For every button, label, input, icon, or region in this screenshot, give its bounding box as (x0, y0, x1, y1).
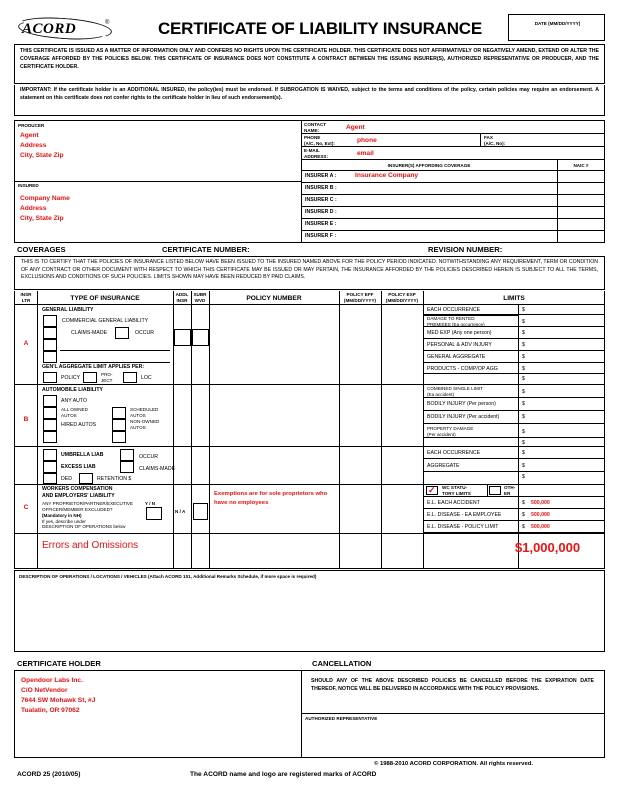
coverages-label: COVERAGES (17, 245, 66, 254)
gl-loc-checkbox[interactable] (123, 372, 137, 383)
wc-other-label-line1: OTH- (504, 485, 516, 490)
gl-limit-row-7[interactable] (423, 374, 605, 384)
gl-claims-made-checkbox[interactable] (43, 327, 57, 339)
addl-header-line2: INSR (176, 298, 188, 303)
contact-name-row[interactable] (301, 120, 605, 134)
auto-limit-row-3[interactable] (423, 411, 605, 424)
wc-yn-checkbox[interactable] (146, 507, 162, 520)
wc-limit-row-2[interactable] (423, 509, 605, 521)
auto-limit-dollar-4: $ (522, 429, 525, 435)
insured-box[interactable] (14, 181, 302, 243)
wc-title-line2: AND EMPLOYERS' LIABILITY (42, 493, 115, 499)
fax-label-line2: (A/C, No): (484, 141, 506, 146)
wc-limit-value-2: 500,000 (531, 512, 550, 518)
phone-label-line1: PHONE (304, 135, 321, 140)
insurer-c-label: INSURER C : (305, 197, 337, 203)
email-label-line1: E-MAIL (304, 148, 320, 153)
producer-label: PRODUCER (18, 123, 45, 128)
insurer-e-label: INSURER E : (305, 221, 337, 227)
insurer-b-naic-divider (557, 182, 558, 194)
insr-ltr-header-line2: LTR (21, 298, 31, 303)
certify-text: THIS IS TO CERTIFY THAT THE POLICIES OF INSURANCE LISTED BELOW HAVE BEEN ISSUED TO THE INSURED NAMED ABOVE FOR THE POLICY PERIOD INDICATED. NOTWITHSTANDING ANY REQUIREMENT, TERM OR CONDITION OF ANY CONTRACT OR OTHER DOCUMENT WITH RESPECT TO WHICH THIS CERTIFICATE MAY BE ISSUED OR MAY PERTAIN, THE INSURANCE AFFORDED BY THE POLICIES DESCRIBED HEREIN IS SUBJECT TO ALL THE TERMS, EXCLUSIONS AND CONDITIONS OF SUCH POLICIES. LIMITS SHOWN MAY HAVE BEEN REDUCED BY PAID CLAIMS. (21, 259, 598, 281)
wc-limit-value-3: 500,000 (531, 524, 550, 530)
insurer-f-label: INSURER F : (305, 233, 337, 239)
wc-question-line2: OFFICER/MEMBER EXCLUDED? (42, 507, 113, 512)
disclaimer-main-box (14, 44, 605, 84)
umbrella-limit-row-1[interactable] (423, 446, 605, 459)
naic-header-label: NAIC # (573, 163, 589, 168)
policy-table-body (14, 304, 605, 569)
insured-line-1: Company Name (20, 195, 70, 202)
excess-lab-label: EXCESS LIAB (61, 464, 96, 470)
auto-scheduled-label-line2: AUTOS (130, 413, 146, 418)
umbrella-retention-checkbox[interactable] (79, 473, 93, 484)
gl-limit-label-4: PERSONAL & ADV INJURY (427, 342, 492, 348)
cancellation-text-box (301, 670, 605, 714)
auto-hired-autos-label: HIRED AUTOS (61, 422, 97, 428)
auto-all-owned-label-line2: AUTOS (61, 413, 77, 418)
wc-yn-label: Y / N (145, 501, 156, 506)
umbrella-occur-label: OCCUR (139, 454, 159, 460)
wc-limit-label-2: E.L. DISEASE - EA EMPLOYEE (427, 512, 502, 518)
gl-commercial-checkbox[interactable] (43, 315, 57, 327)
gl-limit-label-2b: PREMISES (Ea occurrence) (427, 322, 485, 327)
gl-limit-dollar-7: $ (522, 376, 525, 382)
subr-header-line2: WVD (194, 298, 206, 303)
gl-limit-row-6[interactable] (423, 363, 605, 374)
umbrella-limit-label-2: AGGREGATE (427, 463, 460, 469)
gl-title: GENERAL LIABILITY (42, 307, 94, 313)
section-divider-wc (15, 533, 605, 534)
auto-all-owned-checkbox[interactable] (43, 407, 57, 419)
page-title: CERTIFICATE OF LIABILITY INSURANCE (157, 19, 483, 38)
insurer-c-naic-divider (557, 194, 558, 206)
insurer-d-label: INSURER D : (305, 209, 337, 215)
wc-question-line3: (Mandatory in NH) (42, 513, 82, 518)
gl-project-label-line1: PRO- (101, 372, 113, 377)
certificate-holder-line-3: 7644 SW Mohawk St, #J (21, 697, 96, 704)
gl-limit-row-1[interactable] (423, 304, 605, 315)
umbrella-limit-dollar-1: $ (522, 450, 525, 456)
gl-occur-label: OCCUR (135, 330, 155, 336)
limits-header: LIMITS (503, 295, 525, 302)
date-label: DATE (MM/DD/YYYY) (534, 21, 581, 26)
policy-number-header: POLICY NUMBER (246, 295, 302, 302)
eo-limit-amount: $1,000,000 (515, 540, 581, 555)
wc-question-line5: DESCRIPTION OF OPERATIONS below (42, 524, 126, 529)
wc-limits-group (423, 484, 605, 533)
gl-limits-group (423, 304, 605, 384)
contact-phone-fax-row[interactable] (301, 133, 605, 147)
auto-limit-row-2[interactable] (423, 398, 605, 411)
umbrella-limit-dollar-2: $ (522, 463, 525, 469)
phone-label-line2: (A/C, No, Ext): (304, 141, 335, 146)
insurers-affording-coverage-label: INSURER(S) AFFORDING COVERAGE (387, 163, 471, 168)
wc-limit-row-1[interactable] (423, 497, 605, 509)
gl-limit-label-5: GENERAL AGGREGATE (427, 354, 486, 360)
umbrella-retention-label: RETENTION $ (97, 476, 132, 482)
auto-limit-row-1[interactable] (423, 384, 605, 398)
auto-non-owned-checkbox[interactable] (112, 419, 126, 431)
gl-blank-line-2 (60, 362, 170, 363)
subr-header-line1: SUBR (193, 292, 207, 297)
insurer-row-f[interactable] (301, 230, 605, 243)
insr-ltr-header-line1: INSR (20, 292, 32, 297)
certificate-holder-line-4: Tualatin, OR 97062 (21, 707, 80, 714)
certify-text-box (14, 256, 605, 290)
gl-limit-label-rule-1 (423, 315, 518, 316)
gl-limit-label-6: PRODUCTS - COMP/OP AGG (427, 366, 498, 372)
policy-exp-header-line2: (MM/DD/YYYY) (385, 298, 419, 303)
auto-limit-row-4[interactable] (423, 424, 605, 438)
insured-label: INSURED (18, 183, 39, 188)
authorized-representative-box[interactable] (301, 713, 605, 758)
wc-statutory-divider-2 (518, 484, 519, 496)
phone-value: phone (357, 137, 377, 144)
umbrella-limits-group (423, 446, 605, 484)
description-of-operations-box[interactable] (14, 570, 605, 652)
gl-limit-row-4[interactable] (423, 339, 605, 351)
auto-any-auto-label: ANY AUTO (61, 398, 88, 404)
wc-limit-value-1: 500,000 (531, 500, 550, 506)
auto-limit-dollar-2: $ (522, 401, 525, 407)
insured-line-2: Address (20, 205, 47, 212)
umbrella-ded-checkbox[interactable] (43, 473, 57, 484)
email-value: email (357, 150, 374, 157)
gl-project-label-line2: JECT (101, 378, 113, 383)
eo-title: Errors and Omissions (42, 540, 139, 551)
insurer-a-naic-divider (557, 170, 558, 182)
acord-logo (14, 16, 130, 42)
contact-email-row[interactable] (301, 146, 605, 160)
policy-table-header (14, 291, 605, 305)
auto-scheduled-checkbox[interactable] (112, 407, 126, 419)
certificate-holder-line-2: C/O NetVendor (21, 687, 68, 694)
gl-project-checkbox[interactable] (83, 372, 97, 383)
auto-non-owned-label-line1: NON-OWNED (130, 419, 160, 424)
wc-other-label-line2: ER (504, 491, 511, 496)
wc-question-line1: ANY PROPRIETOR/PARTNER/EXECUTIVE (42, 501, 134, 506)
body-divider-polnum (339, 304, 340, 568)
umbrella-occur-checkbox[interactable] (120, 449, 134, 461)
insurer-e-naic-divider (557, 218, 558, 230)
footer-form-number: ACORD 25 (2010/05) (17, 771, 81, 778)
acord-logo-text: ACORD (22, 21, 77, 37)
certificate-number-label: CERTIFICATE NUMBER: (162, 245, 250, 254)
insurer-a-label: INSURER A : (305, 173, 337, 179)
gl-blank-checkbox-2[interactable] (43, 351, 57, 363)
authorized-representative-label: AUTHORIZED REPRESENTATIVE (305, 716, 378, 721)
insurer-f-naic-divider (557, 230, 558, 242)
fax-label-line1: FAX (484, 135, 493, 140)
umbrella-limit-dollar-3: $ (522, 474, 525, 480)
wc-exemption-note: Exemptions are for sole proprietors who have no employees (214, 491, 328, 506)
cancellation-label: CANCELLATION (312, 659, 372, 668)
wc-limit-dollar-3: $ (522, 524, 525, 530)
description-of-operations-label: DESCRIPTION OF OPERATIONS / LOCATIONS / VEHICLES (Attach ACORD 101, Additional Remarks Schedule, if more space is required) (19, 574, 317, 579)
auto-limit-label-4a: PROPERTY DAMAGE (427, 426, 474, 431)
revision-number-label: REVISION NUMBER: (428, 245, 503, 254)
certificate-holder-box[interactable] (14, 670, 302, 758)
wc-limit-dollar-2: $ (522, 512, 525, 518)
gl-occur-checkbox[interactable] (115, 327, 129, 339)
gl-limit-row-3[interactable] (423, 327, 605, 339)
wc-question-line4: If yes, describe under (42, 519, 86, 524)
auto-limit-label-1b: (Ea accident) (427, 392, 455, 397)
gl-blank-line-1 (60, 350, 170, 351)
coverages-bar (14, 244, 605, 256)
auto-limit-dollar-1: $ (522, 389, 525, 395)
umbrella-lab-checkbox[interactable] (43, 449, 57, 461)
wc-limit-row-3[interactable] (423, 521, 605, 533)
body-divider-insr (37, 304, 38, 568)
auto-limit-label-3: BODILY INJURY (Per accident) (427, 414, 500, 420)
umbrella-limit-row-2[interactable] (423, 459, 605, 472)
wc-statutory-divider-1 (487, 484, 488, 496)
gl-commercial-label: COMMERCIAL GENERAL LIABILITY (62, 318, 149, 324)
auto-limit-label-4b: (Per accident) (427, 432, 456, 437)
umbrella-lab-label: UMBRELLA LIAB (61, 452, 104, 458)
wc-other-checkbox[interactable] (489, 486, 501, 495)
gl-limit-row-5[interactable] (423, 351, 605, 363)
cancellation-text: SHOULD ANY OF THE ABOVE DESCRIBED POLICIES BE CANCELLED BEFORE THE EXPIRATION DATE THEREOF, NOTICE WILL BE DELIVERED IN ACCORDANCE WITH THE POLICY PROVISIONS. (311, 678, 594, 692)
wc-title-line1: WORKERS COMPENSATION (42, 486, 113, 492)
disclaimer-important-box (14, 85, 605, 116)
insurer-a-name: Insurance Company (355, 172, 419, 179)
wc-na-label: N / A (175, 509, 186, 514)
gl-loc-label: LOC (141, 375, 152, 381)
certificate-holder-line-1: Opendoor Labs Inc. (21, 677, 83, 684)
gl-limit-dollar-2: $ (522, 319, 525, 325)
wc-statutory-checkbox[interactable] (426, 486, 438, 495)
gl-addl-insr-box[interactable] (174, 329, 191, 346)
auto-title: AUTOMOBILE LIABILITY (42, 387, 103, 393)
umbrella-limit-label-1: EACH OCCURRENCE (427, 450, 481, 456)
gl-limit-dollar-1: $ (522, 307, 525, 313)
gl-limit-dollar-5: $ (522, 354, 525, 360)
gl-policy-checkbox[interactable] (43, 372, 57, 383)
wc-limit-label-1: E.L. EACH ACCIDENT (427, 500, 480, 506)
gl-limit-dollar-6: $ (522, 366, 525, 372)
auto-limit-dollar-3: $ (522, 414, 525, 420)
wc-statutory-row[interactable] (423, 484, 605, 497)
gl-limit-dollar-4: $ (522, 342, 525, 348)
body-divider-subr (209, 304, 210, 568)
auto-blank-checkbox-1[interactable] (43, 431, 57, 443)
gl-limit-row-2[interactable] (423, 315, 605, 327)
wc-insr-ltr: C (23, 504, 29, 511)
wc-statutory-checkmark-icon: ✓ (428, 485, 436, 495)
umbrella-claims-made-checkbox[interactable] (120, 461, 134, 473)
contact-name-value: Agent (346, 124, 365, 131)
contact-name-label-line1: CONTACT (304, 122, 327, 127)
wc-statutory-label-line1: WC STATU- (442, 485, 468, 490)
gl-limit-label-1: EACH OCCURRENCE (427, 307, 481, 313)
excess-lab-checkbox[interactable] (43, 461, 57, 473)
auto-limit-label-2: BODILY INJURY (Per person) (427, 401, 496, 407)
policy-exp-header-line1: POLICY EXP (388, 292, 416, 297)
gl-insr-ltr: A (23, 340, 29, 347)
wc-statutory-label-line2: TORY LIMITS (442, 491, 471, 496)
disclaimer-important-text: IMPORTANT: If the certificate holder is an ADDITIONAL INSURED, the policy(ies) must be endorsed. If SUBROGATION IS WAIVED, subject to the terms and conditions of the policy, certain policies may require an endorsement. A statement on this certificate does not confer rights to the certificate holder in lieu of such endorsement(s). (20, 87, 599, 101)
gl-limit-label-2a: DAMAGE TO RENTED (427, 316, 475, 321)
acord-logo-registered-mark: ® (105, 20, 110, 26)
insurer-b-label: INSURER B : (305, 185, 337, 191)
umbrella-limit-row-3[interactable] (423, 472, 605, 483)
policy-eff-header-line1: POLICY EFF (346, 292, 374, 297)
producer-line-1: Agent (20, 132, 39, 139)
gl-blank-checkbox-1[interactable] (43, 339, 57, 351)
wc-limit-label-3: E.L. DISEASE - POLICY LIMIT (427, 524, 499, 530)
wc-limit-dollar-1: $ (522, 500, 525, 506)
auto-blank-checkbox-2[interactable] (112, 431, 126, 443)
auto-all-owned-label-line1: ALL OWNED (61, 407, 88, 412)
auto-limit-label-1a: COMBINED SINGLE LIMIT (427, 386, 483, 391)
auto-any-auto-checkbox[interactable] (43, 395, 57, 407)
insurer-d-naic-divider (557, 206, 558, 218)
acord-logo-swoosh-bottom (17, 17, 108, 42)
umbrella-ded-label: DED (61, 476, 72, 482)
email-label-line2: ADDRESS: (304, 154, 328, 159)
footer-trademark: The ACORD name and logo are registered marks of ACORD (190, 771, 377, 778)
umbrella-claims-made-label: CLAIMS-MADE (139, 466, 176, 472)
auto-non-owned-label-line2: AUTOS (130, 425, 146, 430)
auto-limit-dollar-5: $ (522, 440, 525, 446)
certificate-holder-label: CERTIFICATE HOLDER (17, 659, 101, 668)
auto-scheduled-label-line1: SCHEDULED (130, 407, 159, 412)
wc-subr-box[interactable] (193, 503, 208, 520)
gl-policy-label: POLICY (61, 375, 81, 381)
producer-line-2: Address (20, 142, 47, 149)
auto-hired-autos-checkbox[interactable] (43, 419, 57, 431)
gl-aggregate-applies-label: GEN'L AGGREGATE LIMIT APPLIES PER: (42, 364, 145, 370)
body-divider-eff (381, 304, 382, 568)
gl-limit-label-3: MED EXP (Any one person) (427, 330, 492, 336)
auto-insr-ltr: B (23, 416, 29, 423)
gl-subr-wvd-box[interactable] (192, 329, 209, 346)
insurer-rows (301, 170, 605, 244)
producer-box[interactable] (14, 120, 302, 182)
gl-limit-dollar-3: $ (522, 330, 525, 336)
contact-name-label-line2: NAME: (304, 128, 320, 133)
producer-line-3: City, State Zip (20, 152, 64, 159)
insured-line-3: City, State Zip (20, 215, 64, 222)
disclaimer-main-text: THIS CERTIFICATE IS ISSUED AS A MATTER OF INFORMATION ONLY AND CONFERS NO RIGHTS UPON THE CERTIFICATE HOLDER. THIS CERTIFICATE DOES NOT AFFIRMATIVELY OR NEGATIVELY AMEND, EXTEND OR ALTER THE COVERAGE AFFORDED BY THE POLICIES BELOW. THIS CERTIFICATE OF INSURANCE DOES NOT CONSTITUTE A CONTRACT BETWEEN THE ISSUING INSURER(S), AUTHORIZED REPRESENTATIVE OR PRODUCER, AND THE CERTIFICATE HOLDER. (20, 48, 599, 70)
policy-eff-header-line2: (MM/DD/YYYY) (343, 298, 377, 303)
gl-claims-made-label: CLAIMS-MADE (71, 330, 108, 336)
addl-header-line1: ADDL (175, 292, 189, 297)
type-of-insurance-header: TYPE OF INSURANCE (70, 295, 140, 302)
footer-copyright: © 1988-2010 ACORD CORPORATION. All rights reserved. (374, 761, 533, 767)
date-box[interactable] (508, 14, 605, 41)
